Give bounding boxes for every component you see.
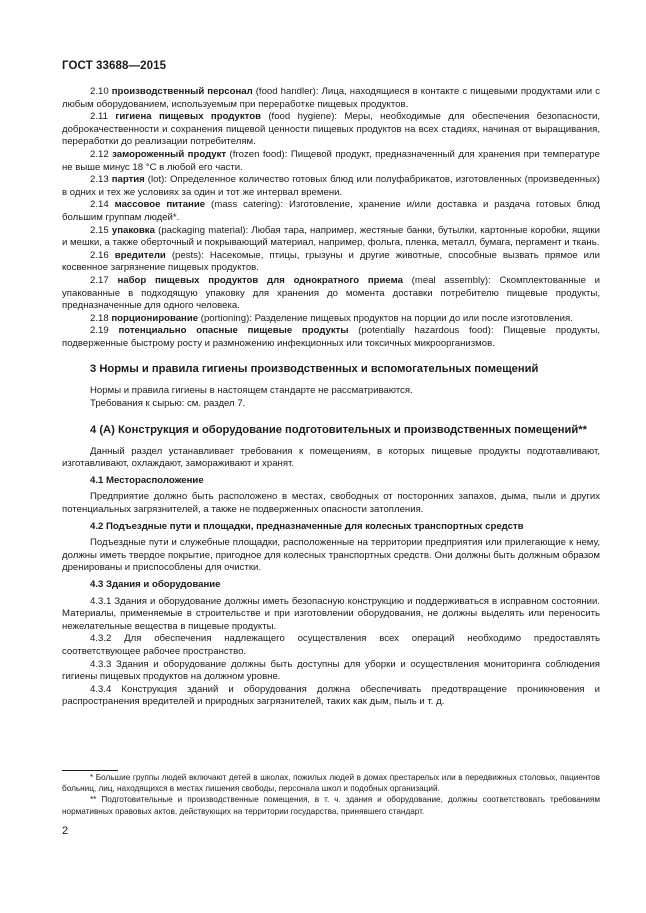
footnote-divider [62, 770, 118, 771]
definition-item [62, 149, 600, 174]
definition-term: гигиена пищевых продуктов [115, 111, 261, 123]
definition-text: (frozen food): Пищевой продукт, предназначенный для хранения при температуре не выше минус 18 °С в любой его части. [62, 148, 600, 173]
footnote-1: * Большие группы людей включают детей в школах, пожилых людей в домах престарелых или в передвижных столовых, пациентов больниц, лиц, находящихся в местах лишения свободы, персонала школ и подобных организаций. [62, 773, 600, 794]
subsection-4-1-text: Предприятие должно быть расположено в местах, свободных от посторонних запахов, дыма, пыли и других потенциальных загрязнителей, а также не подверженных опасности затопления. [62, 491, 600, 516]
definition-item [62, 275, 600, 313]
definition-number: 2.11 [90, 111, 108, 123]
definition-item [62, 111, 600, 149]
definition-item [62, 174, 600, 199]
definition-term: замороженный продукт [112, 148, 227, 160]
footnote-2: ** Подготовительные и производственные помещения, в т. ч. здания и оборудование, должны соответствовать требованиям нормативных правовых актов, действующих на территории государства, принявшего стандарт. [62, 795, 600, 816]
footnotes [62, 772, 600, 817]
section-4-intro: Данный раздел устанавливает требования к помещениям, в которых пищевые продукты подготавливают, изготавливают, охлаждают, замораживают и хранят. [62, 445, 600, 470]
definition-text: (potentially hazardous food): Пищевые продукты, подверженные быстрому росту и размножению инфекционных или токсичных микроорганизмов. [62, 325, 601, 349]
subsection-4-2-text: Подъездные пути и служебные площадки, расположенные на территории предприятия или прилегающие к нему, должны иметь твердое покрытие, пригодное для колесных транспортных средств. Они должны быть должным образом дренированы и приспособлены для очистки. [62, 537, 600, 574]
definition-item [62, 313, 600, 326]
definition-item [62, 225, 600, 250]
definition-text: (meal assembly): Скомплектованные и упакованные в подходящую упаковку для хранения до момента доставки потребителю пищевые продукты, предназначенные для одного человека. [62, 274, 600, 312]
document-header: ГОСТ 33688—2015 [62, 60, 167, 72]
definition-term: порционирование [111, 312, 199, 324]
definition-number: 2.15 [90, 224, 109, 236]
definition-number: 2.18 [90, 312, 109, 324]
definition-item [62, 325, 600, 350]
definition-number: 2.14 [90, 199, 109, 211]
definition-term: потенциально опасные пищевые продукты [118, 325, 349, 337]
definition-text: (pests): Насекомые, птицы, грызуны и другие животные, способные вызвать прямое или косвенное загрязнение пищевых продуктов. [62, 249, 600, 274]
clause-4-3-4: 4.3.4 Конструкция зданий и оборудования должна обеспечивать предотвращение проникновения и распространения вредителей и природных загрязнителей, таких как дым, пыль и т. д. [62, 683, 600, 708]
definition-text: (food hygiene): Меры, необходимые для обеспечения безопасности, доброкачественности и сохранения пищевой ценности пищевых продуктов на всех стадиях, начиная от выращивания, переработки до реализации потребителям. [62, 111, 600, 148]
definition-item [62, 250, 600, 275]
definition-term: партия [111, 174, 145, 186]
clause-4-3-2: 4.3.2 Для обеспечения надлежащего осуществления всех операций необходимо предоставлять соответствующее рабочее пространство. [62, 633, 600, 657]
definition-number: 2.10 [90, 86, 109, 97]
definition-term: производственный персонал [111, 86, 253, 97]
definition-number: 2.16 [90, 249, 109, 261]
definition-text: (mass catering): Изготовление, хранение и/или доставка и раздача готовых блюд большим группам людей*. [62, 199, 601, 223]
definition-text: (portioning): Разделение пищевых продуктов на порции до или после изготовления. [198, 312, 573, 324]
subsection-4-3-title: 4.3 Здания и оборудование [90, 579, 221, 590]
definition-number: 2.19 [90, 325, 109, 337]
definition-text: (food handler): Лица, находящиеся в контакте с пищевыми продуктами или с любым оборудованием, используемым при переработке пищевых продуктов. [62, 86, 600, 110]
definition-term: вредители [114, 249, 166, 261]
definition-term: массовое питание [114, 199, 206, 211]
subsection-4-2-title: 4.2 Подъездные пути и площадки, предназначенные для колесных транспортных средств [90, 520, 524, 532]
section-3-paragraph: Требования к сырью: см. раздел 7. [90, 398, 246, 410]
definition-number: 2.13 [90, 174, 109, 186]
page-number: 2 [62, 825, 69, 837]
definition-term: упаковка [111, 224, 155, 236]
definition-text: (lot): Определенное количество готовых блюд или полуфабрикатов, изготовленных (произведенных) в одних и тех же условиях за один и тот же интервал времени. [62, 174, 600, 198]
definition-text: (packaging material): Любая тара, например, жестяные банки, бутылки, картонные коробки, ящики и мешки, а также оберточный и покрывающий материал, например, фольга, пленка, металл, бумага, пергамент и ткань. [62, 224, 600, 249]
section-3-paragraph: Нормы и правила гигиены в настоящем стандарте не рассматриваются. [90, 385, 413, 397]
definition-number: 2.12 [90, 148, 109, 160]
subsection-4-1-title: 4.1 Месторасположение [90, 474, 204, 486]
clause-4-3-1: 4.3.1 Здания и оборудование должны иметь безопасную конструкцию и поддерживаться в исправном состоянии. Материалы, применяемые в строительстве и при изготовлении оборудования, не должны выделять или переносить нежелательные вещества в пищевые продукты. [62, 595, 600, 632]
clause-4-3-3: 4.3.3 Здания и оборудование должны быть доступны для уборки и осуществления мониторинга соблюдения гигиены пищевых продуктов на должном уровне. [62, 658, 600, 683]
definition-number: 2.17 [90, 274, 109, 286]
section-3-title: 3 Нормы и правила гигиены производственных и вспомогательных помещений [90, 363, 539, 376]
document-body [62, 86, 600, 709]
definition-term: набор пищевых продуктов для однократного приема [117, 274, 403, 286]
definitions-list [62, 86, 600, 350]
definition-item [62, 199, 600, 224]
section-4-title: 4 (А) Конструкция и оборудование подготовительных и производственных помещений** [90, 423, 587, 436]
definition-item [62, 86, 600, 111]
